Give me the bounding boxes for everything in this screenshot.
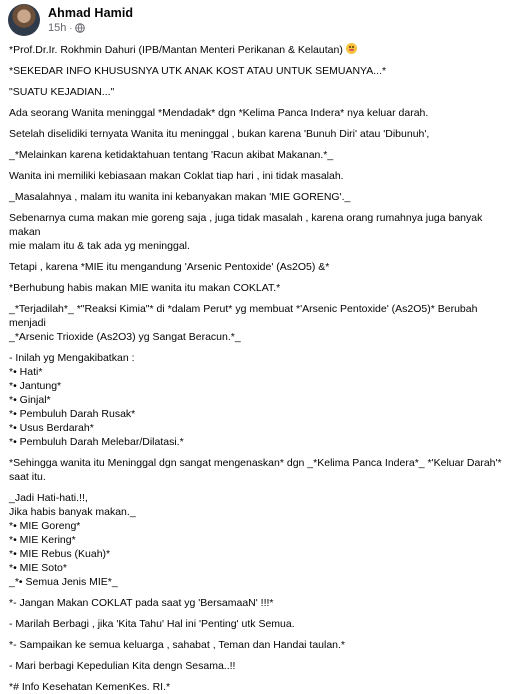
post-line: *• MIE Rebus (Kuah)* xyxy=(9,548,111,560)
post-line: *SEKEDAR INFO KHUSUSNYA UTK ANAK KOST ATAU UNTUK SEMUANYA...* xyxy=(9,65,387,77)
post-line: "SUATU KEJADIAN..." xyxy=(9,86,115,98)
post-line: *Prof.Dr.Ir. Rokhmin Dahuri (IPB/Mantan Menteri Perikanan & Kelautan) xyxy=(9,44,346,56)
post-paragraph xyxy=(9,106,503,120)
post-line: *• Ginjal* xyxy=(9,394,51,406)
post-paragraph xyxy=(9,617,503,631)
post-line: - Inilah yg Mengakibatkan : xyxy=(9,352,135,364)
post-line: *• MIE Kering* xyxy=(9,534,76,546)
post-paragraph xyxy=(9,281,503,295)
post-line: *• Pembuluh Darah Melebar/Dilatasi.* xyxy=(9,436,184,448)
post-paragraph xyxy=(9,43,503,57)
post-paragraph xyxy=(9,169,503,183)
post-paragraph xyxy=(9,85,503,99)
post-line: *Sehingga wanita itu Meninggal dgn sangat mengenaskan* dgn _*Kelima Panca Indera*_ *'Keluar Darah'* xyxy=(9,457,502,469)
post-line: _*• Semua Jenis MIE*_ xyxy=(9,576,118,588)
post-paragraph xyxy=(9,659,503,673)
post-line: Setelah diselidiki ternyata Wanita itu meninggal , bukan karena 'Bunuh Diri' atau 'Dibunuh', xyxy=(9,128,430,140)
post-line: *- Jangan Makan COKLAT pada saat yg 'BersamaaN' !!!* xyxy=(9,597,274,609)
author-name[interactable]: Ahmad Hamid xyxy=(48,6,134,20)
globe-icon xyxy=(75,23,85,33)
post-paragraph xyxy=(9,64,503,78)
post-line: Jika habis banyak makan._ xyxy=(9,506,136,518)
post-line: *• MIE Soto* xyxy=(9,562,67,574)
post-meta xyxy=(48,22,85,34)
avatar[interactable] xyxy=(8,4,40,36)
post-line: saat itu. xyxy=(9,471,46,483)
post-line: _*Terjadilah*_ *"Reaksi Kimia"* di *dalam Perut* yg membuat *'Arsenic Pentoxide' (As2O5)* Berubah menjadi xyxy=(9,303,481,329)
post-line: *- Sampaikan ke semua keluarga , sahabat , Teman dan Handai taulan.* xyxy=(9,639,346,651)
post-paragraph xyxy=(9,491,503,589)
post-paragraph xyxy=(9,260,503,274)
post-line: *• Jantung* xyxy=(9,380,62,392)
post-paragraph xyxy=(9,190,503,204)
post-line: *# Info Kesehatan KemenKes. RI.* xyxy=(9,681,171,693)
post-paragraph xyxy=(9,211,503,253)
post-time[interactable]: 15h xyxy=(48,22,67,34)
post-line: _*Melainkan karena ketidaktahuan tentang 'Racun akibat Makanan.*_ xyxy=(9,149,334,161)
post-line: Wanita ini memiliki kebiasaan makan Coklat tiap hari , ini tidak masalah. xyxy=(9,170,344,182)
post-paragraph xyxy=(9,351,503,449)
post-paragraph xyxy=(9,638,503,652)
post-header xyxy=(0,0,513,40)
post-line: *• Usus Berdarah* xyxy=(9,422,94,434)
post-line: _Masalahnya , malam itu wanita ini kebanyakan makan 'MIE GORENG'._ xyxy=(9,191,351,203)
post-paragraph xyxy=(9,302,503,344)
post-line: _Jadi Hati-hati.!!, xyxy=(9,492,88,504)
blowing-kiss-emoji-icon xyxy=(346,43,357,54)
post-line: - Mari berbagi Kepedulian Kita dengn Sesama..!! xyxy=(9,660,236,672)
post-line: *• Pembuluh Darah Rusak* xyxy=(9,408,136,420)
post-paragraph xyxy=(9,148,503,162)
post-line: - Marilah Berbagi , jika 'Kita Tahu' Hal ini 'Penting' utk Semua. xyxy=(9,618,295,630)
post-line: Tetapi , karena *MIE itu mengandung 'Arsenic Pentoxide' (As2O5) &* xyxy=(9,261,330,273)
post-line: Ada seorang Wanita meninggal *Mendadak* dgn *Kelima Panca Indera* nya keluar darah. xyxy=(9,107,429,119)
post-body xyxy=(9,43,503,694)
post-paragraph xyxy=(9,456,503,484)
post-paragraph xyxy=(9,127,503,141)
post-line: *• Hati* xyxy=(9,366,43,378)
post-paragraph xyxy=(9,680,503,694)
separator-dot: · xyxy=(69,23,73,33)
post-paragraph xyxy=(9,596,503,610)
post-line: _*Arsenic Trioxide (As2O3) yg Sangat Beracun.*_ xyxy=(9,331,241,343)
post-line: *• MIE Goreng* xyxy=(9,520,81,532)
post-line: *Berhubung habis makan MIE wanita itu makan COKLAT.* xyxy=(9,282,281,294)
post-line: mie malam itu & tak ada yg meninggal. xyxy=(9,240,190,252)
post-line: Sebenarnya cuma makan mie goreng saja , juga tidak masalah , karena orang rumahnya juga banyak makan xyxy=(9,212,486,238)
